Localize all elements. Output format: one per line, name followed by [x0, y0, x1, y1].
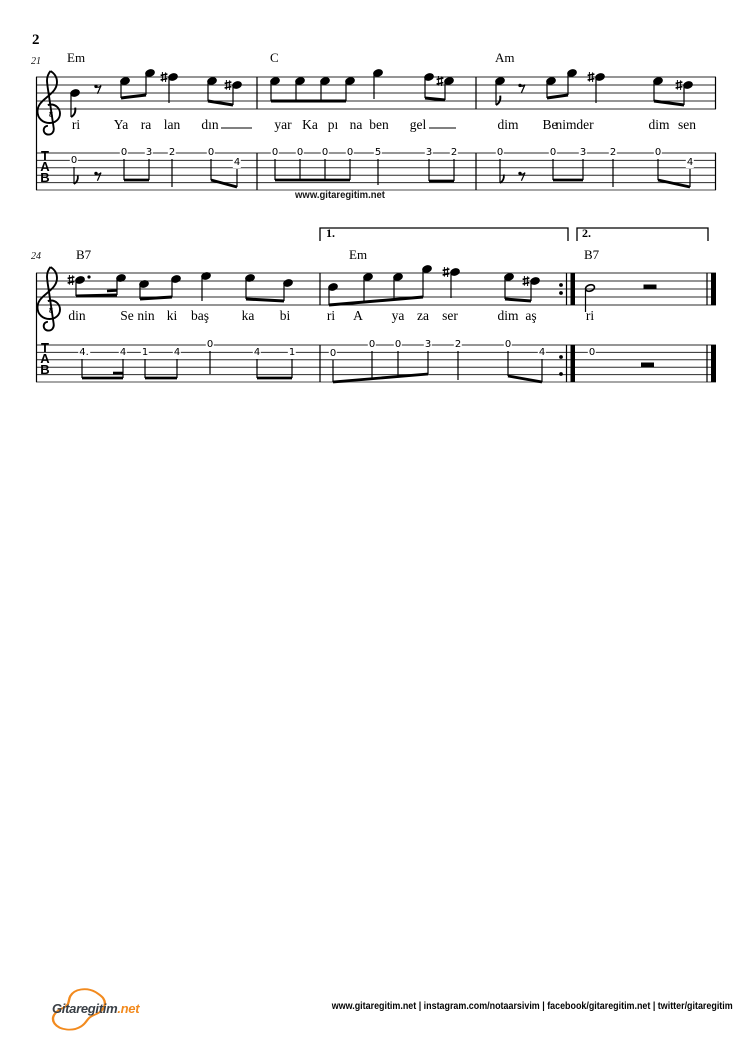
- tab-fret: 2: [454, 339, 462, 350]
- treble-clef-icon: [38, 267, 61, 331]
- volta-2-label: 2.: [582, 226, 591, 240]
- tab-fret: 0: [368, 339, 376, 350]
- tab-fret: 1: [141, 347, 149, 358]
- tab-fret: 0: [70, 155, 78, 166]
- chord-label: B7: [584, 247, 600, 262]
- notes-measure-26: [585, 284, 657, 312]
- tab-fret: 0: [329, 348, 337, 359]
- tab-fret: 0: [346, 147, 354, 158]
- tab-fret: 4: [173, 347, 181, 358]
- tab-fret: 4: [119, 347, 127, 358]
- logo-text-suffix: .net: [117, 1001, 140, 1016]
- watermark: www.gitaregitim.net: [295, 190, 385, 201]
- lyric-syllable: gel: [409, 117, 427, 132]
- treble-clef-icon: [38, 71, 61, 135]
- tab-fret: 2: [609, 147, 617, 158]
- chord-label: Em: [349, 247, 368, 262]
- tab-fret: 0: [321, 147, 329, 158]
- lyric-syllable: dim: [497, 308, 519, 323]
- tab-clef-letter: B: [40, 362, 50, 377]
- tab-fret: 0: [654, 147, 662, 158]
- notes-measure-23: [495, 69, 693, 105]
- tab-fret: 0: [504, 339, 512, 350]
- lyric-syllable: nim: [555, 117, 577, 132]
- tab-fret: 4: [686, 157, 694, 168]
- lyric-syllable: za: [417, 308, 429, 323]
- tab-fret: 2: [168, 147, 176, 158]
- tab-fret: 0: [588, 347, 596, 358]
- lyric-syllable: ka: [241, 308, 255, 323]
- lyric-syllable: Ka: [302, 117, 318, 132]
- lyric-syllable: din: [68, 308, 86, 323]
- tab-fret: 1: [288, 347, 296, 358]
- footer-links: www.gitaregitim.net | instagram.com/notaarsivim | facebook/gitaregitim.net | twitter/gitaregitim: [332, 1000, 733, 1012]
- chord-label: C: [270, 50, 279, 65]
- lyric-syllable: ki: [166, 308, 178, 323]
- tab-rhythm-system-2: [82, 348, 654, 382]
- lyric-syllable: Se: [120, 308, 134, 323]
- logo-text: [52, 1001, 139, 1016]
- lyric-syllable: ri: [585, 308, 595, 323]
- tab-fret: 3: [424, 339, 432, 350]
- lyric-syllable: ri: [71, 117, 81, 132]
- lyric-syllable: dim: [497, 117, 519, 132]
- tab-half-rest: [641, 363, 654, 368]
- lyric-syllable: ben: [369, 117, 389, 132]
- logo-text-main: Gitaregitim: [52, 1001, 118, 1016]
- lyric-syllable: dim: [648, 117, 670, 132]
- tab-clef-letter: T: [41, 340, 49, 355]
- tab-fret: 4.: [79, 347, 89, 358]
- lyric-syllable: Be: [542, 117, 558, 132]
- tab-fret: 3: [425, 147, 433, 158]
- chord-label: B7: [76, 247, 92, 262]
- lyric-syllable: lan: [163, 117, 181, 132]
- lyric-syllable: ri: [326, 308, 336, 323]
- tab-fret: 4: [538, 347, 546, 358]
- tab-fret: 3: [579, 147, 587, 158]
- tab-fret: 4: [253, 347, 261, 358]
- half-rest: [644, 285, 657, 290]
- chord-label: Am: [495, 50, 515, 65]
- lyric-syllable: dın: [201, 117, 219, 132]
- tab-fret: 0: [206, 339, 214, 350]
- lyric-syllable: aş: [525, 308, 537, 323]
- lyric-syllable: nin: [137, 308, 155, 323]
- volta-1-bracket: [320, 228, 568, 241]
- lyric-syllable: yar: [274, 117, 292, 132]
- lyric-syllable: der: [576, 117, 594, 132]
- lyric-syllable: ya: [391, 308, 405, 323]
- tab-fret: 0: [207, 147, 215, 158]
- tab-fret: 0: [496, 147, 504, 158]
- tab-fret: 0: [549, 147, 557, 158]
- tab-clef-letter: A: [40, 159, 50, 174]
- staff-lines-tab-2: [36, 345, 716, 382]
- clef-octave-8: 8: [49, 110, 53, 119]
- lyric-syllable: Ya: [113, 117, 129, 132]
- measure-number: 24: [31, 251, 41, 262]
- lyric-syllable: baş: [191, 308, 209, 323]
- tab-fret: 0: [271, 147, 279, 158]
- tab-clef-letter: A: [40, 351, 50, 366]
- tab-fret: 0: [296, 147, 304, 158]
- tab-fret: 4: [233, 157, 241, 168]
- volta-2-bracket: [577, 228, 708, 241]
- chord-label: Em: [67, 50, 86, 65]
- barlines-system-1: [37, 77, 716, 190]
- lyric-syllable: ser: [442, 308, 458, 323]
- staff-lines-tab-1: [36, 153, 716, 190]
- measure-number: 21: [31, 56, 41, 67]
- tab-clef-letter: T: [41, 148, 49, 163]
- tab-fret: 5: [374, 147, 382, 158]
- tab-fret: 2: [450, 147, 458, 158]
- tab-fret: 0: [394, 339, 402, 350]
- clef-octave-8: 8: [49, 306, 53, 315]
- tab-clef-letter: B: [40, 170, 50, 185]
- volta-1-label: 1.: [326, 226, 335, 240]
- lyric-syllable: A: [353, 308, 363, 323]
- lyric-syllable: ra: [140, 117, 152, 132]
- notes-measure-25: [328, 265, 540, 305]
- lyric-syllable: bi: [279, 308, 291, 323]
- tab-fret: 0: [120, 147, 128, 158]
- tab-fret: 3: [145, 147, 153, 158]
- staff-lines-treble-1: [36, 77, 716, 109]
- page-number: 2: [32, 32, 40, 48]
- lyric-syllable: na: [349, 117, 363, 132]
- lyric-syllable: pı: [327, 117, 339, 132]
- lyric-syllable: sen: [678, 117, 696, 132]
